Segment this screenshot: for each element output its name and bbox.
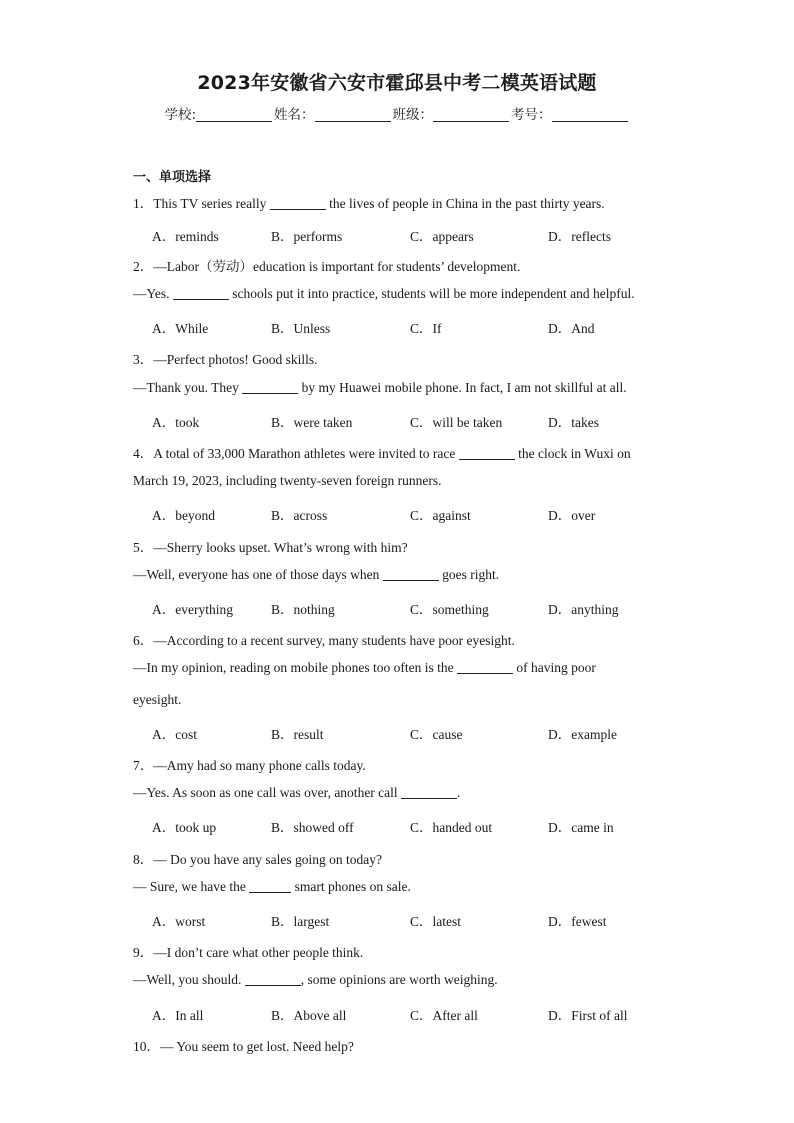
question-text: 3．—Perfect photos! Good skills. bbox=[133, 352, 318, 367]
question-8-option-A: A．worst bbox=[152, 914, 206, 929]
question-8-option-C: C．latest bbox=[410, 914, 461, 929]
question-3-option-C: C．will be taken bbox=[410, 415, 503, 430]
question-1-option-A: A．reminds bbox=[152, 229, 219, 244]
answer-blank bbox=[459, 447, 515, 460]
question-2-option-C: C．If bbox=[410, 321, 442, 336]
exam-title: 2023年安徽省六安市霍邱县中考二模英语试题 bbox=[197, 72, 597, 94]
question-7-option-A: A．took up bbox=[152, 820, 217, 835]
question-text: —Yes. bbox=[133, 286, 173, 301]
question-text: 6．—According to a recent survey, many students have poor eyesight. bbox=[133, 633, 515, 648]
question-text: 4．A total of 33,000 Marathon athletes were invited to race bbox=[133, 446, 459, 461]
question-text: . bbox=[457, 785, 461, 800]
question-text: March 19, 2023, including twenty-seven foreign runners. bbox=[133, 473, 442, 488]
question-6-line bbox=[133, 629, 515, 649]
question-text: smart phones on sale. bbox=[291, 879, 411, 894]
question-5-option-D: D．anything bbox=[548, 602, 619, 617]
question-text: —Thank you. They bbox=[133, 380, 243, 395]
question-5-line bbox=[133, 536, 408, 556]
question-7-line bbox=[133, 785, 460, 801]
question-2-option-D: D．And bbox=[548, 321, 595, 336]
question-7-line bbox=[133, 754, 366, 774]
question-5-line bbox=[133, 567, 499, 583]
question-1-option-D: D．reflects bbox=[548, 229, 611, 244]
question-4-option-A: A．beyond bbox=[152, 508, 215, 523]
section-title: 一、单项选择 bbox=[133, 170, 212, 185]
question-5-option-A: A．everything bbox=[152, 602, 233, 617]
question-text: goes right. bbox=[438, 567, 500, 582]
question-1-option-B: B．performs bbox=[271, 229, 343, 244]
question-text: —Well, you should. bbox=[133, 972, 245, 987]
question-text: , some opinions are worth weighing. bbox=[300, 972, 498, 987]
question-7-option-D: D．came in bbox=[548, 820, 614, 835]
question-9-option-A: A．In all bbox=[152, 1008, 204, 1023]
question-8-option-D: D．fewest bbox=[548, 914, 607, 929]
question-7-option-C: C．handed out bbox=[410, 820, 493, 835]
question-3-option-D: D．takes bbox=[548, 415, 599, 430]
question-text: 2．—Labor（劳动）education is important for students’ development. bbox=[133, 259, 521, 274]
class-blank bbox=[433, 107, 509, 122]
question-6-line bbox=[133, 660, 596, 676]
question-6-option-A: A．cost bbox=[152, 727, 197, 742]
question-4-option-D: D．over bbox=[548, 508, 596, 523]
answer-blank bbox=[245, 973, 301, 986]
question-8-line bbox=[133, 879, 411, 895]
question-2-line bbox=[133, 286, 635, 302]
question-10-line bbox=[133, 1035, 354, 1055]
answer-blank bbox=[173, 287, 229, 300]
question-text: 10．— You seem to get lost. Need help? bbox=[133, 1039, 354, 1054]
question-1-line bbox=[133, 192, 605, 212]
question-9-option-D: D．First of all bbox=[548, 1008, 628, 1023]
question-4-line bbox=[133, 442, 631, 462]
question-text: 7．—Amy had so many phone calls today. bbox=[133, 758, 366, 773]
number-blank bbox=[552, 107, 628, 122]
question-5-option-B: B．nothing bbox=[271, 602, 335, 617]
question-text: —Yes. As soon as one call was over, another call bbox=[133, 785, 402, 800]
question-text: — Sure, we have the bbox=[133, 879, 250, 894]
question-4-line bbox=[133, 473, 442, 489]
question-8-line bbox=[133, 848, 382, 868]
student-info-row bbox=[0, 103, 794, 123]
question-text: 8．— Do you have any sales going on today? bbox=[133, 852, 382, 867]
question-2-option-B: B．Unless bbox=[271, 321, 331, 336]
question-4-option-B: B．across bbox=[271, 508, 328, 523]
question-9-option-B: B．Above all bbox=[271, 1008, 347, 1023]
question-3-option-A: A．took bbox=[152, 415, 200, 430]
question-text: by my Huawei mobile phone. In fact, I am not skillful at all. bbox=[298, 380, 627, 395]
question-9-line bbox=[133, 941, 363, 961]
question-1-option-C: C．appears bbox=[410, 229, 474, 244]
question-9-line bbox=[133, 972, 498, 988]
question-7-option-B: B．showed off bbox=[271, 820, 354, 835]
question-2-line bbox=[133, 255, 520, 275]
school-blank bbox=[196, 107, 272, 122]
question-6-option-B: B．result bbox=[271, 727, 324, 742]
question-text: the clock in Wuxi on bbox=[514, 446, 631, 461]
question-3-line bbox=[133, 380, 627, 396]
question-text: 5．—Sherry looks upset. What’s wrong with him? bbox=[133, 540, 408, 555]
name-blank bbox=[315, 107, 391, 122]
name-label: 姓名： bbox=[274, 107, 315, 123]
question-text: —In my opinion, reading on mobile phones too often is the bbox=[133, 660, 457, 675]
question-8-option-B: B．largest bbox=[271, 914, 330, 929]
question-2-option-A: A．While bbox=[152, 321, 209, 336]
answer-blank bbox=[242, 381, 298, 394]
question-text: eyesight. bbox=[133, 692, 182, 707]
question-text: 1．This TV series really bbox=[133, 196, 270, 211]
answer-blank bbox=[383, 568, 439, 581]
question-text: —Well, everyone has one of those days when bbox=[133, 567, 383, 582]
question-text: 9．—I don’t care what other people think. bbox=[133, 945, 364, 960]
question-3-line bbox=[133, 348, 318, 368]
answer-blank bbox=[457, 661, 513, 674]
school-label: 学校: bbox=[164, 107, 197, 123]
answer-blank bbox=[249, 880, 291, 893]
question-text: of having poor bbox=[512, 660, 596, 675]
number-label: 考号： bbox=[511, 107, 552, 123]
question-text: schools put it into practice, students will be more independent and helpful. bbox=[228, 286, 635, 301]
question-5-option-C: C．something bbox=[410, 602, 489, 617]
answer-blank bbox=[401, 786, 457, 799]
question-6-line bbox=[133, 692, 181, 708]
question-3-option-B: B．were taken bbox=[271, 415, 353, 430]
class-label: 班级： bbox=[392, 107, 434, 123]
question-text: the lives of people in China in the past thirty years. bbox=[325, 196, 605, 211]
question-9-option-C: C．After all bbox=[410, 1008, 478, 1023]
question-6-option-C: C．cause bbox=[410, 727, 463, 742]
question-4-option-C: C．against bbox=[410, 508, 471, 523]
question-6-option-D: D．example bbox=[548, 727, 617, 742]
answer-blank bbox=[270, 197, 326, 210]
